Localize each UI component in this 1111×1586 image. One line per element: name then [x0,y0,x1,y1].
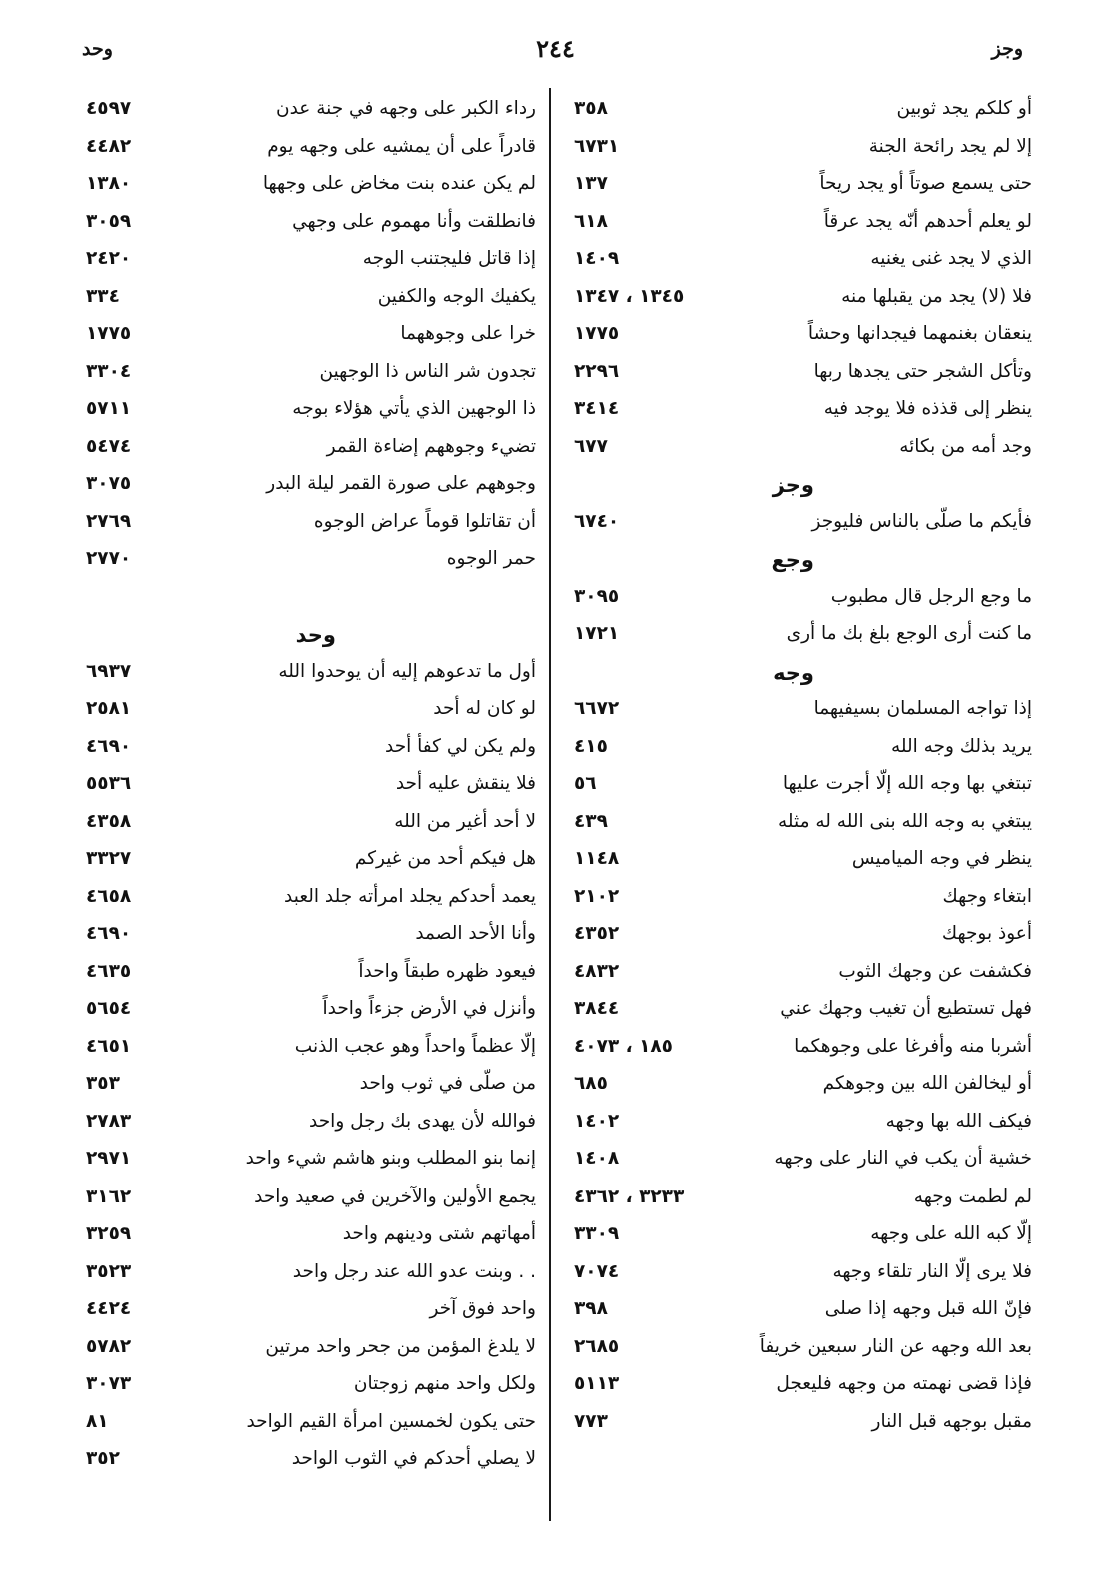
entry-reference-number: ٣٠٩٥ [574,585,620,607]
entry-text: لا أحد أغير من الله [394,810,536,832]
entry-text: تضيء وجوههم إضاءة القمر [326,435,536,457]
entry-reference-number: ٥٤٧٤ [86,435,132,457]
entry-text: حمر الوجوه [446,548,536,569]
entry-text: حتى يسمع صوتاً أو يجد ريحاً [819,173,1032,194]
entry-reference-number: ٥٧١١ [86,398,132,419]
entry-text: لم يكن عنده بنت مخاض على وجهها [262,173,536,194]
entry-text: لا يلدغ المؤمن من جحر واحد مرتين [265,1335,536,1357]
index-entry [568,584,1032,622]
entry-reference-number: ٣٢٥٩ [86,1223,132,1244]
index-entry [72,1034,536,1072]
index-entry [72,921,536,959]
entry-reference-number: ٤٨٣٢ [574,960,620,982]
index-entry [72,134,536,172]
entry-text: فلا (لا) يجد من يقبلها منه [841,285,1032,307]
entry-text: فكشفت عن وجهك الثوب [838,960,1032,982]
entry-reference-number: ٣٠٧٣ [86,1373,132,1394]
entry-reference-number: ١٣٤٥ ، ١٣٤٧ [574,285,685,307]
entry-text: أو كلكم يجد ثوبين [896,98,1032,119]
index-entry [568,246,1032,284]
index-entry [72,171,536,209]
entry-text: يعمد أحدكم يجلد امرأته جلد العبد [284,885,536,907]
index-entry [568,996,1032,1034]
entry-reference-number: ١٤٠٨ [574,1148,620,1169]
index-entry [72,1109,536,1147]
index-entry [72,246,536,284]
entry-text: يجمع الأولين والآخرين في صعيد واحد [254,1185,536,1207]
entry-text: إذا قاتل فليجتنب الوجه [362,248,536,269]
index-entry [72,1409,536,1447]
index-entry [72,359,536,397]
index-entry [72,434,536,472]
entry-text: وجوههم على صورة القمر ليلة البدر [266,473,536,494]
index-entry [72,1371,536,1409]
entry-reference-number: ٤٣٥٢ [574,923,620,944]
index-entry [568,134,1032,172]
entry-text: ابتغاء وجهك [942,885,1032,907]
entry-text: ينعقان بغنمهما فيجدانها وحشاً [807,323,1032,344]
entry-reference-number: ٣٥٣ [86,1073,120,1094]
index-entry [568,734,1032,772]
column-divider [549,88,551,1521]
index-entry [568,321,1032,359]
entry-reference-number: ٥٧٨٢ [86,1335,132,1357]
entry-reference-number: ٧٠٧٤ [574,1260,620,1282]
index-entry [568,1184,1032,1222]
entry-text: أمهاتهم شتى ودينهم واحد [342,1223,536,1244]
entry-text: أول ما تدعوهم إليه أن يوحدوا الله [278,660,536,682]
entry-reference-number: ٣٣٢٧ [86,848,132,869]
entry-reference-number: ٢٢٩٦ [574,360,620,382]
entry-text: وأنا الأحد الصمد [415,923,536,944]
entry-reference-number: ٤٥٩٧ [86,98,132,119]
entry-reference-number: ٤٣٥٨ [86,810,132,832]
entry-reference-number: ١٤٠٢ [574,1110,620,1132]
index-entry [72,959,536,997]
entry-text: ولكل واحد منهم زوجتان [353,1373,536,1394]
entry-reference-number: ٣٣٤ [86,285,120,307]
index-entry [568,1146,1032,1184]
entry-text: وتأكل الشجر حتى يجدها ربها [813,360,1032,382]
entry-reference-number: ٤٦٥٨ [86,885,132,907]
index-entry [568,1371,1032,1409]
index-entry [72,996,536,1034]
root-heading [568,471,1032,509]
entry-text: أن تقاتلوا قوماً عراض الوجوه [313,510,536,532]
entry-reference-number: ١٨٥ ، ٤٠٧٣ [574,1035,673,1057]
index-entry [72,1221,536,1259]
entry-text: واحد فوق آخر [429,1298,536,1319]
index-entry [568,171,1032,209]
entry-reference-number: ٦١٨ [574,210,608,232]
entry-reference-number: ٤٦٥١ [86,1035,132,1057]
entry-text: فإنّ الله قبل وجهه إذا صلى [824,1298,1032,1319]
entry-reference-number: ١٤٠٩ [574,248,620,269]
index-entry [568,1409,1032,1447]
entry-text: إلّا كبه الله على وجهه [870,1223,1032,1244]
entry-reference-number: ٥٦ [574,773,597,794]
entry-reference-number: ٨١ [86,1410,109,1432]
entry-reference-number: ٦٨٥ [574,1073,608,1094]
index-entry [568,1109,1032,1147]
left-column [72,96,536,1484]
index-entry [568,284,1032,322]
entry-reference-number: ٦٧٤٠ [574,510,620,532]
entry-text: لو كان له أحد [433,698,536,719]
entry-text: فيكف الله بها وجهه [885,1110,1032,1132]
entry-reference-number: ٣٥٢ [86,1448,120,1469]
index-entry [568,359,1032,397]
index-entry [72,1334,536,1372]
entry-reference-number: ٦٧٣١ [574,135,620,157]
entry-text: يبتغي به وجه الله بنى الله له مثله [777,810,1032,832]
index-entry [568,1334,1032,1372]
index-entry [568,209,1032,247]
entry-text: إنما بنو المطلب وبنو هاشم شيء واحد [245,1148,536,1169]
entry-text: أشربا منه وأفرغا على وجوهكما [794,1035,1032,1057]
entry-text: بعد الله وجهه عن النار سبعين خريفاً [759,1335,1032,1357]
entry-text: فأيكم ما صلّى بالناس فليوجز [811,510,1032,532]
index-entry [568,509,1032,547]
index-entry [72,284,536,322]
index-entry [568,771,1032,809]
index-entry [568,1259,1032,1297]
entry-reference-number: ٣٢٣٣ ، ٤٣٦٢ [574,1185,685,1207]
entry-text: لم لطمت وجهه [913,1185,1032,1207]
index-entry [568,96,1032,134]
entry-reference-number: ٤٤٢٤ [86,1298,132,1319]
index-entry [72,509,536,547]
heading-text: وحد [295,623,336,647]
entry-text: أعوذ بوجهك [941,923,1032,944]
entry-text: يريد بذلك وجه الله [890,735,1032,757]
entry-text: فلا ينقش عليه أحد [395,773,536,794]
entry-text: أو ليخالفن الله بين وجوهكم [822,1073,1032,1094]
entry-reference-number: ٣١٦٢ [86,1185,132,1207]
entry-reference-number: ٤٤٨٢ [86,135,132,157]
entry-reference-number: ٧٧٣ [574,1410,608,1432]
entry-reference-number: ١٧٧٥ [86,323,132,344]
entry-reference-number: ٢٩٧١ [86,1148,132,1169]
index-entry [568,809,1032,847]
root-heading [568,546,1032,584]
entry-reference-number: ٥٥٣٦ [86,773,132,794]
entry-text: فوالله لأن يهدى بك رجل واحد [309,1110,536,1132]
index-entry [72,1146,536,1184]
index-entry [72,546,536,584]
entry-text: فانطلقت وأنا مهموم على وجهي [292,210,536,232]
entry-text: فلا يرى إلّا النار تلقاء وجهه [832,1260,1032,1282]
index-entry [72,396,536,434]
index-entry [568,1034,1032,1072]
entry-reference-number: ٢١٠٢ [574,885,620,907]
entry-text: فإذا قضى نهمته من وجهه فليعجل [776,1373,1032,1394]
entry-reference-number: ٢٧٦٩ [86,510,132,532]
entry-reference-number: ٢٥٨١ [86,698,132,719]
index-entry [72,734,536,772]
entry-text: ما كنت أرى الوجع بلغ بك ما أرى [786,623,1032,644]
index-entry [568,884,1032,922]
entry-text: يكفيك الوجه والكفين [377,285,536,307]
index-entry [72,1296,536,1334]
root-heading [568,659,1032,697]
entry-text: هل فيكم أحد من غيركم [354,848,536,869]
entry-reference-number: ٦٦٧٢ [574,698,620,719]
entry-text: ينظر في وجه المياميس [851,848,1032,869]
entry-reference-number: ٤٦٩٠ [86,923,132,944]
entry-reference-number: ٤١٥ [574,735,608,757]
entry-reference-number: ٤٦٣٥ [86,960,132,982]
index-entry [568,1071,1032,1109]
entry-text: إلّا عظماً واحداً وهو عجب الذنب [294,1035,536,1057]
entry-text: ولم يكن لي كفأ أحد [385,735,536,757]
entry-text: مقبل بوجهه قبل النار [871,1410,1032,1432]
index-entry [72,1071,536,1109]
entry-reference-number: ٢٤٢٠ [86,248,132,269]
entry-text: فهل تستطيع أن تغيب وجهك عني [780,998,1032,1019]
entry-text: وأنزل في الأرض جزءاً واحداً [322,998,536,1019]
index-entry [72,809,536,847]
right-column [568,96,1032,1446]
entry-reference-number: ٣٥٢٣ [86,1260,132,1282]
entry-text: وجد أمه من بكائه [899,435,1032,457]
entry-text: قادراً على أن يمشيه على وجهه يوم [267,135,536,157]
heading-text: وجع [771,548,814,572]
index-entry [72,1259,536,1297]
entry-text: خرا على وجوههما [400,323,536,344]
entry-reference-number: ٣٩٨ [574,1298,608,1319]
entry-text: ينظر إلى قذذه فلا يوجد فيه [823,398,1032,419]
index-entry [568,1221,1032,1259]
entry-reference-number: ٥١١٣ [574,1373,620,1394]
entry-reference-number: ٦٧٧ [574,435,608,457]
entry-reference-number: ٣٠٧٥ [86,473,132,494]
entry-text: ما وجع الرجل قال مطبوب [830,585,1032,607]
heading-text: وجز [772,473,814,497]
entry-reference-number: ٣٠٥٩ [86,210,132,232]
page-header [0,34,1111,78]
index-entry [72,1184,536,1222]
entry-text: ذا الوجهين الذي يأتي هؤلاء بوجه [292,398,536,419]
entry-text: لا يصلي أحدكم في الثوب الواحد [291,1448,536,1469]
entry-text: إذا تواجه المسلمان بسيفيهما [813,698,1032,719]
index-entry [72,96,536,134]
index-entry [72,846,536,884]
entry-text: فيعود ظهره طبقاً واحداً [358,960,536,982]
index-entry [568,921,1032,959]
entry-reference-number: ٣٨٤٤ [574,998,620,1019]
entry-text: خشية أن يكب في النار على وجهه [774,1148,1032,1169]
entry-reference-number: ٣٥٨ [574,98,608,119]
index-entry [72,321,536,359]
heading-text: وجه [773,660,814,685]
entry-reference-number: ٦٩٣٧ [86,660,132,682]
index-entry [568,434,1032,472]
header-left-keyword: وحد [82,38,113,60]
entry-reference-number: ٥٦٥٤ [86,998,132,1019]
entry-reference-number: ٤٦٩٠ [86,735,132,757]
entry-text: لو يعلم أحدهم أنّه يجد عرقاً [823,210,1032,232]
entry-reference-number: ١٣٨٠ [86,173,132,194]
page-number: ٢٤٤ [536,34,575,63]
entry-reference-number: ١٧٧٥ [574,323,620,344]
index-entry [72,1446,536,1484]
entry-text: من صلّى في ثوب واحد [359,1073,536,1094]
entry-text: تجدون شر الناس ذا الوجهين [319,360,536,382]
entry-reference-number: ٣٣٠٤ [86,360,132,382]
entry-text: تبتغي بها وجه الله إلّا أجرت عليها [782,773,1032,794]
entry-reference-number: ٣٤١٤ [574,398,620,419]
index-entry [72,209,536,247]
header-right-keyword: وجز [991,38,1023,60]
index-entry [568,959,1032,997]
index-entry [568,621,1032,659]
root-heading [72,621,536,659]
entry-reference-number: ٢٧٧٠ [86,548,132,569]
entry-text: حتى يكون لخمسين امرأة القيم الواحد [246,1410,536,1432]
entry-reference-number: ١٣٧ [574,173,608,194]
index-entry [568,696,1032,734]
entry-text: . . وبنت عدو الله عند رجل واحد [292,1260,536,1282]
blank-line [72,584,536,622]
index-entry [568,396,1032,434]
entry-reference-number: ٣٣٠٩ [574,1223,620,1244]
index-entry [72,696,536,734]
entry-reference-number: ٢٧٨٣ [86,1110,132,1132]
entry-reference-number: ٢٦٨٥ [574,1335,620,1357]
index-entry [568,1296,1032,1334]
index-entry [568,846,1032,884]
entry-text: رداء الكبر على وجهه في جنة عدن [275,98,536,119]
index-entry [72,471,536,509]
index-entry [72,659,536,697]
entry-text: الذي لا يجد غنى يغنيه [870,248,1032,269]
index-entry [72,771,536,809]
index-entry [72,884,536,922]
entry-reference-number: ١١٤٨ [574,848,620,869]
entry-text: إلا لم يجد رائحة الجنة [868,135,1032,157]
entry-reference-number: ٤٣٩ [574,810,608,832]
entry-reference-number: ١٧٢١ [574,623,620,644]
